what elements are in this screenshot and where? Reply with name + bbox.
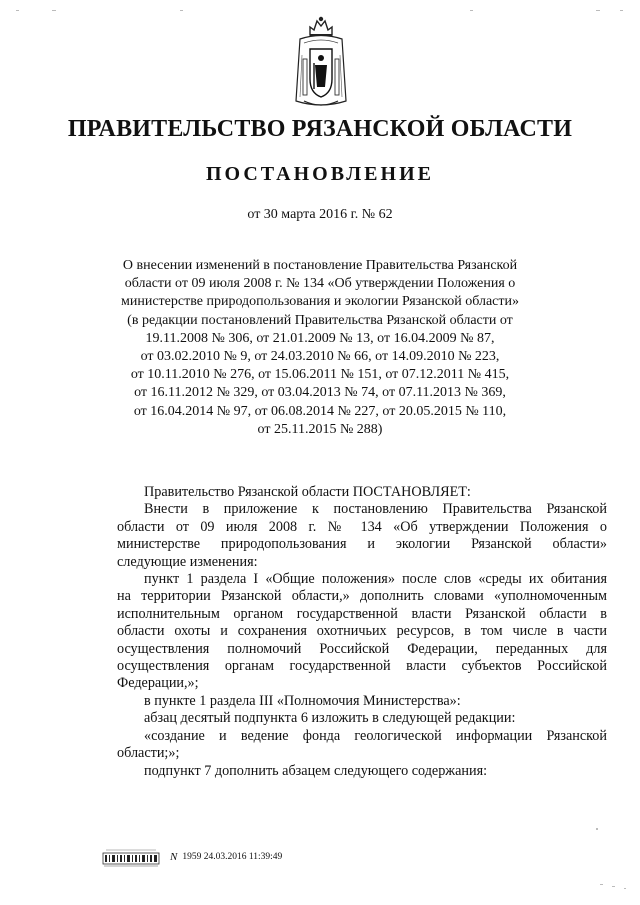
- paragraph-line: области;»;: [117, 745, 180, 762]
- paragraph-line: исполнительным органом государственной власти Рязанской области в: [117, 605, 607, 622]
- paragraph-line: следующие изменения:: [117, 553, 258, 570]
- subject-line: от 25.11.2015 № 288): [257, 421, 383, 437]
- paragraph-line: министерстве природопользования и экологии Рязанской области»: [117, 536, 607, 553]
- subject-line: О внесении изменений в постановление Правительства Рязанской: [122, 258, 518, 273]
- paragraph-line: области охоты и сохранения охотничьих ресурсов, в том числе в части: [117, 623, 607, 640]
- barcode-stamp-icon: [102, 846, 160, 868]
- paragraph-line: на территории Рязанской области,» дополнить словами «уполномоченным: [117, 588, 607, 605]
- document-type: ПОСТАНОВЛЕНИЕ: [206, 163, 434, 185]
- document-subject: [100, 257, 540, 439]
- registration-footer: [102, 846, 362, 868]
- subject-line: от 03.02.2010 № 9, от 24.03.2010 № 66, от 14.09.2010 № 223,: [140, 349, 500, 365]
- paragraph-section-1: [117, 571, 607, 693]
- paragraph-line: области от 09 июля 2008 г. № 134 «Об утверждении Положения о: [117, 518, 607, 535]
- paragraph-geology-fund: [117, 728, 607, 763]
- paragraph-line: осуществления органам государственной власти субъектов Российской: [117, 658, 607, 675]
- subject-line: министерстве природопользования и экологии Рязанской области»: [121, 294, 519, 310]
- subject-line: области от 09 июля 2008 г. № 134 «Об утверждении Положения о: [124, 276, 516, 292]
- subject-line: (в редакции постановлений Правительства Рязанской области от: [127, 312, 513, 328]
- subject-line: от 10.11.2010 № 276, от 15.06.2011 № 151, от 07.12.2011 № 415,: [130, 367, 510, 383]
- subject-line: от 16.11.2012 № 329, от 03.04.2013 № 74, от 07.11.2013 № 369,: [134, 385, 506, 401]
- document-date-number: от 30 марта 2016 г. № 62: [247, 207, 393, 222]
- paragraph-amendments-intro: [117, 501, 607, 571]
- subject-line: 19.11.2008 № 306, от 21.01.2009 № 13, от 16.04.2009 № 87,: [145, 330, 495, 346]
- paragraph-line: Внести в приложение к постановлению Правительства Рязанской: [144, 501, 607, 518]
- registration-stamp-text: 1959 24.03.2016 11:39:49: [182, 852, 283, 862]
- registration-mark: N: [170, 851, 178, 863]
- subject-line: от 16.04.2014 № 97, от 06.08.2014 № 227, от 20.05.2015 № 110,: [133, 403, 507, 419]
- paragraph-line: Федерации,»;: [117, 675, 199, 692]
- document-body: [117, 484, 607, 780]
- paragraph-section-3: в пункте 1 раздела III «Полномочия Министерства»:: [144, 692, 461, 709]
- paragraph-line: осуществления полномочий Российской Федерации, переданных для: [117, 640, 607, 657]
- organization-title: ПРАВИТЕЛЬСТВО РЯЗАНСКОЙ ОБЛАСТИ: [67, 116, 573, 142]
- paragraph-line: пункт 1 раздела I «Общие положения» после слов «среды их обитания: [144, 571, 607, 588]
- coat-of-arms-icon: [292, 15, 350, 113]
- paragraph-abzac-10: абзац десятый подпункта 6 изложить в следующей редакции:: [144, 710, 516, 727]
- paragraph-line: «создание и ведение фонда геологической информации Рязанской: [144, 727, 607, 744]
- decree-paragraph: Правительство Рязанской области ПОСТАНОВЛЯЕТ:: [144, 484, 471, 500]
- paragraph-subpoint-7: подпункт 7 дополнить абзацем следующего содержания:: [144, 762, 488, 779]
